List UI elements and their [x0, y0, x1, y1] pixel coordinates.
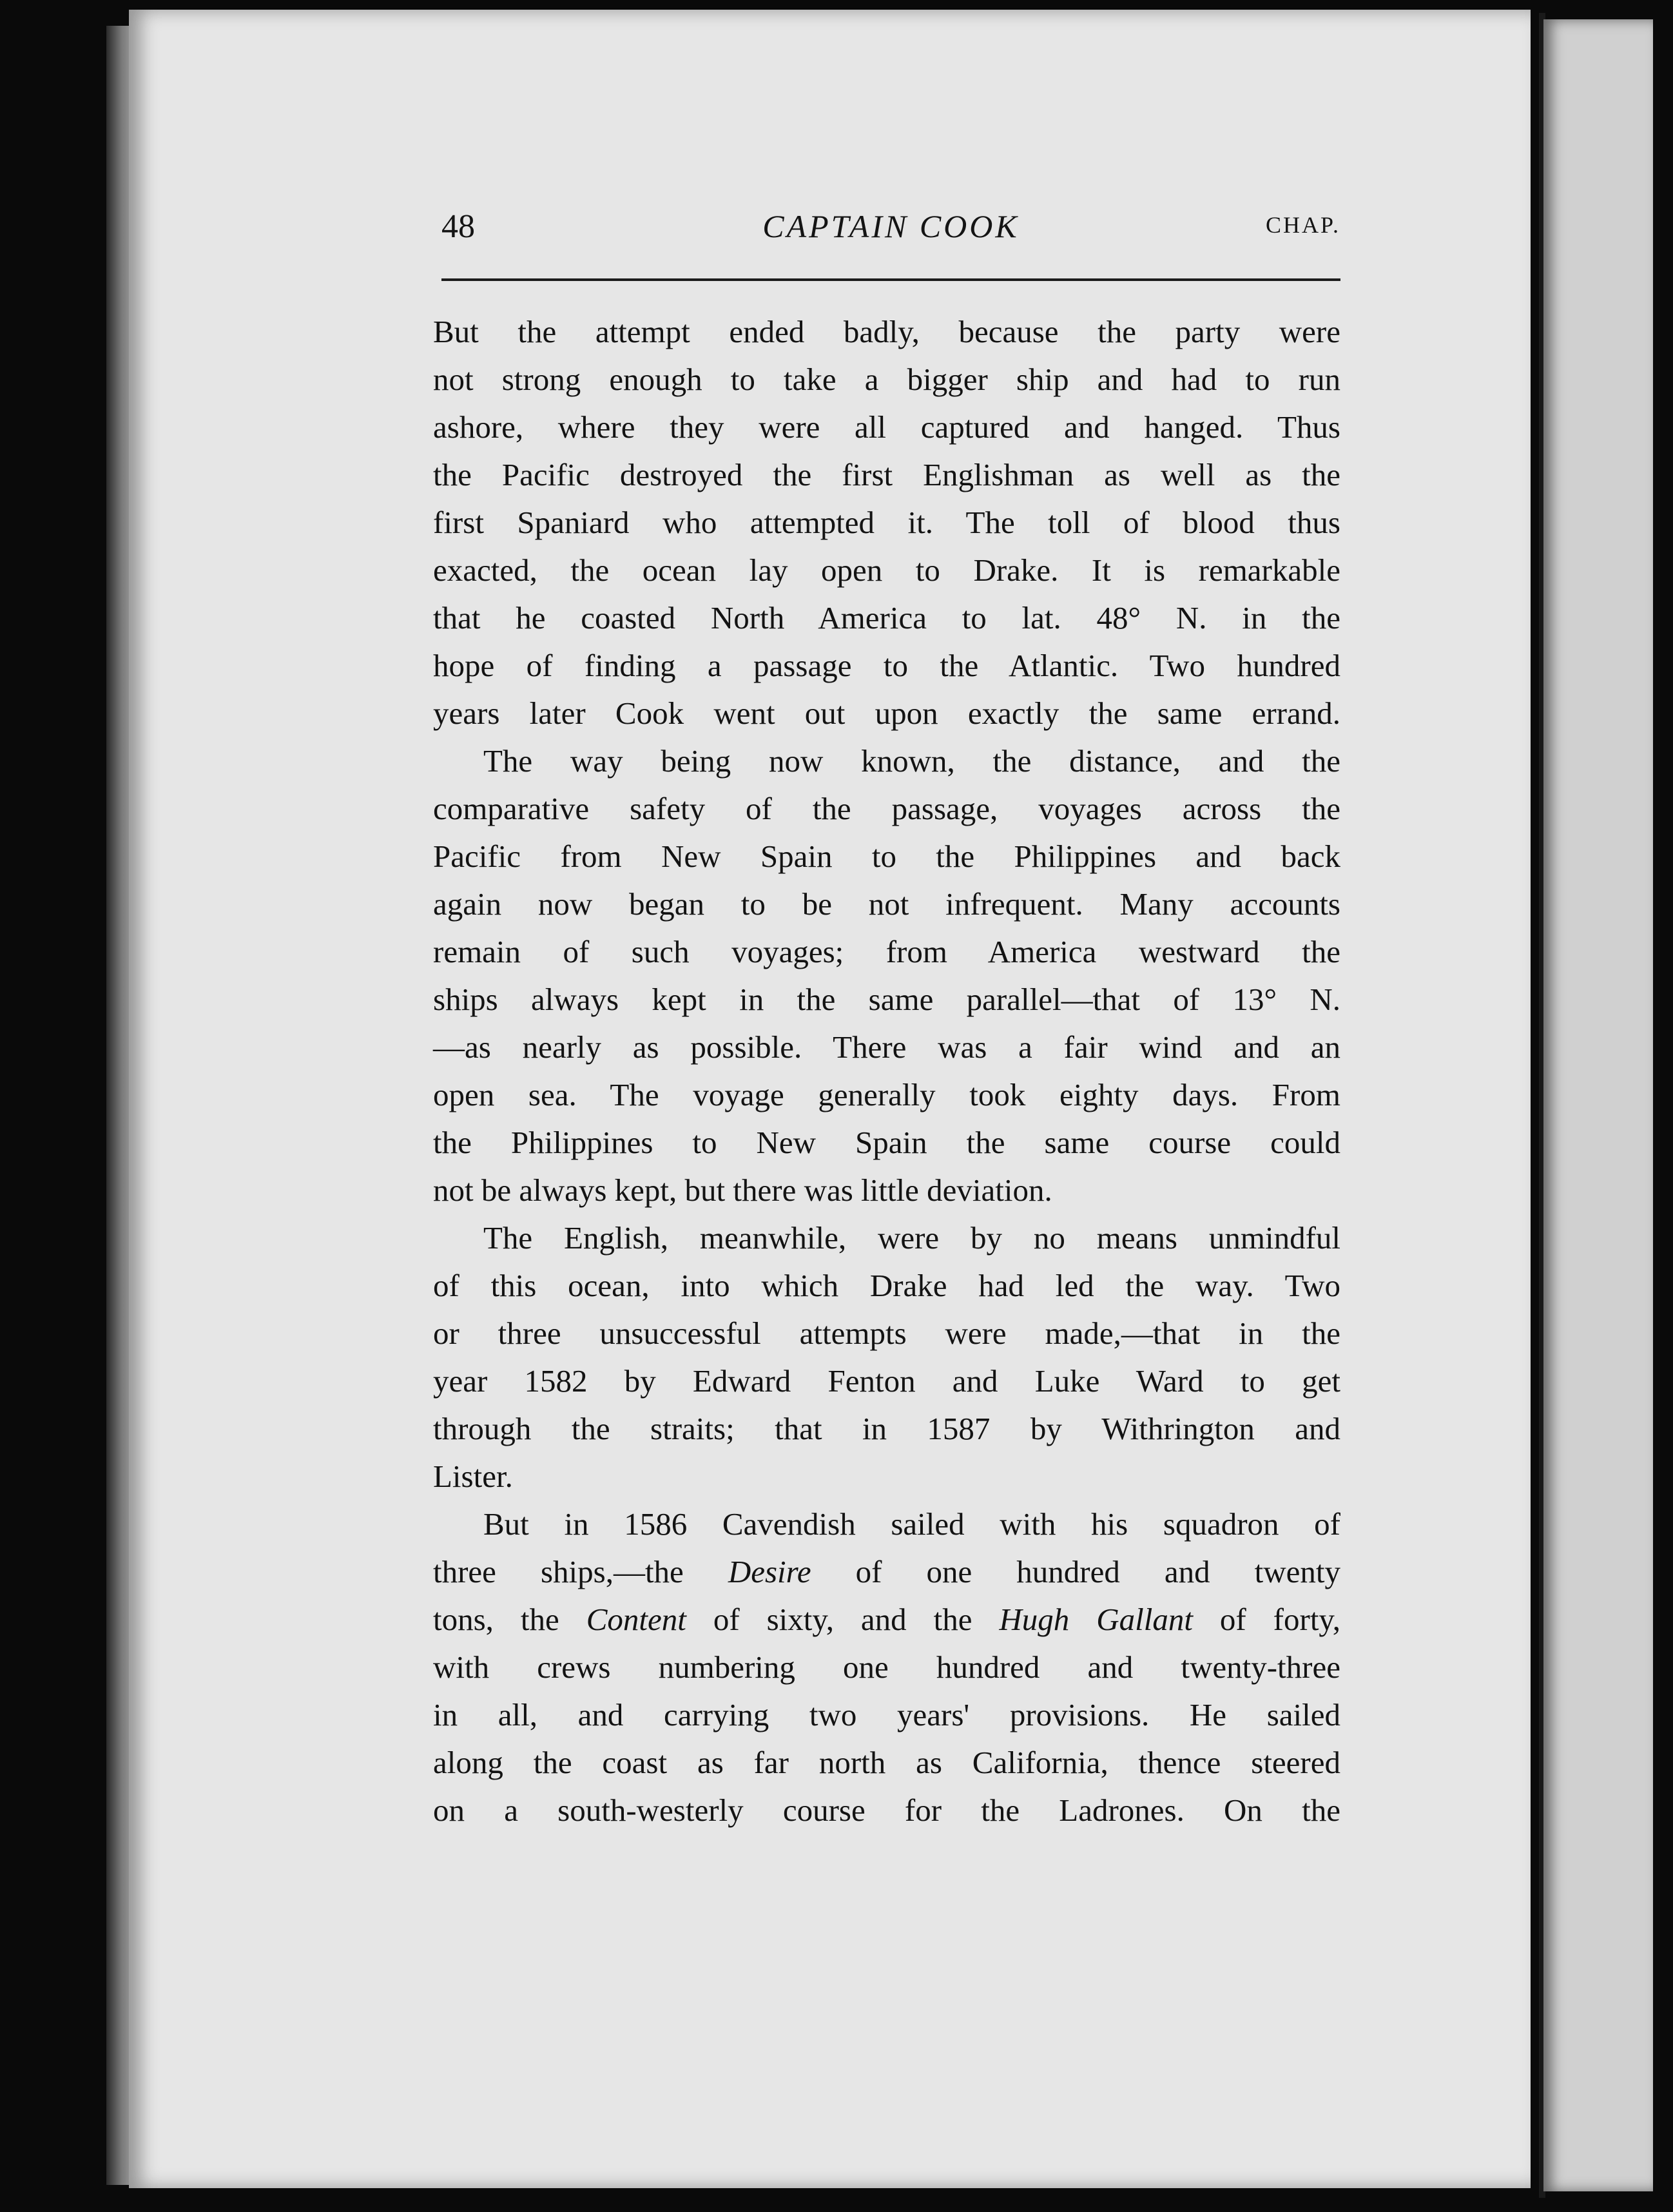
- body-text: [433, 308, 1340, 1834]
- text-line: along the coast as far north as California, thence steered: [433, 1745, 1340, 1780]
- text-line: that he coasted North America to lat. 48° N. in the: [433, 600, 1340, 635]
- text-line: on a south-westerly course for the Ladrones. On the: [433, 1792, 1340, 1828]
- text-line: with crews numbering one hundred and twenty-three: [433, 1649, 1340, 1685]
- text-line: the Philippines to New Spain the same course could: [433, 1125, 1340, 1160]
- text-line: hope of finding a passage to the Atlantic. Two hundred: [433, 648, 1340, 683]
- paragraph-3: [433, 1214, 1340, 1500]
- text-line: or three unsuccessful attempts were made,—that in the: [433, 1315, 1340, 1351]
- text-line: —as nearly as possible. There was a fair wind and an: [433, 1029, 1340, 1065]
- text-line: The English, meanwhile, were by no means unmindful: [483, 1220, 1340, 1256]
- text-line: in all, and carrying two years' provisions. He sailed: [433, 1697, 1340, 1732]
- text-line: not strong enough to take a bigger ship and had to run: [433, 362, 1340, 397]
- text-line: the Pacific destroyed the first Englishman as well as the: [433, 457, 1340, 492]
- paragraph-1: [433, 308, 1340, 737]
- page-number: 48: [441, 208, 475, 245]
- text-line: through the straits; that in 1587 by Withrington and: [433, 1411, 1340, 1446]
- text-line: first Spaniard who attempted it. The toll of blood thus: [433, 505, 1340, 540]
- header-rule: [441, 278, 1340, 281]
- paragraph-2: [433, 737, 1340, 1214]
- text-line: ships always kept in the same parallel—that of 13° N.: [433, 982, 1340, 1017]
- chapter-title: CAPTAIN COOK: [762, 208, 1020, 244]
- running-head: [441, 208, 1340, 253]
- text-line: of this ocean, into which Drake had led the way. Two: [433, 1268, 1340, 1303]
- text-line: Pacific from New Spain to the Philippines and back: [433, 839, 1340, 874]
- text-line: remain of such voyages; from America westward the: [433, 934, 1340, 969]
- text-line: exacted, the ocean lay open to Drake. It is remarkable: [433, 552, 1340, 588]
- text-line: tons, the Content of sixty, and the Hugh Gallant of forty,: [433, 1602, 1340, 1637]
- text-line: But the attempt ended badly, because the party were: [433, 314, 1340, 349]
- text-line: years later Cook went out upon exactly the same errand.: [433, 695, 1340, 731]
- facing-page: [1543, 19, 1653, 2191]
- text-line: comparative safety of the passage, voyages across the: [433, 791, 1340, 826]
- text-line: not be always kept, but there was little deviation.: [433, 1172, 1052, 1208]
- section-label: CHAP.: [1265, 212, 1340, 238]
- text-line: open sea. The voyage generally took eighty days. From: [433, 1077, 1340, 1112]
- text-line: Lister.: [433, 1459, 513, 1494]
- text-line: again now began to be not infrequent. Many accounts: [433, 886, 1340, 922]
- text-line: But in 1586 Cavendish sailed with his squadron of: [483, 1506, 1340, 1542]
- text-line: year 1582 by Edward Fenton and Luke Ward to get: [433, 1363, 1340, 1399]
- paragraph-4: [433, 1500, 1340, 1834]
- text-line: three ships,—the Desire of one hundred and twenty: [433, 1554, 1340, 1589]
- text-line: ashore, where they were all captured and hanged. Thus: [433, 409, 1340, 445]
- text-line: The way being now known, the distance, and the: [483, 743, 1340, 779]
